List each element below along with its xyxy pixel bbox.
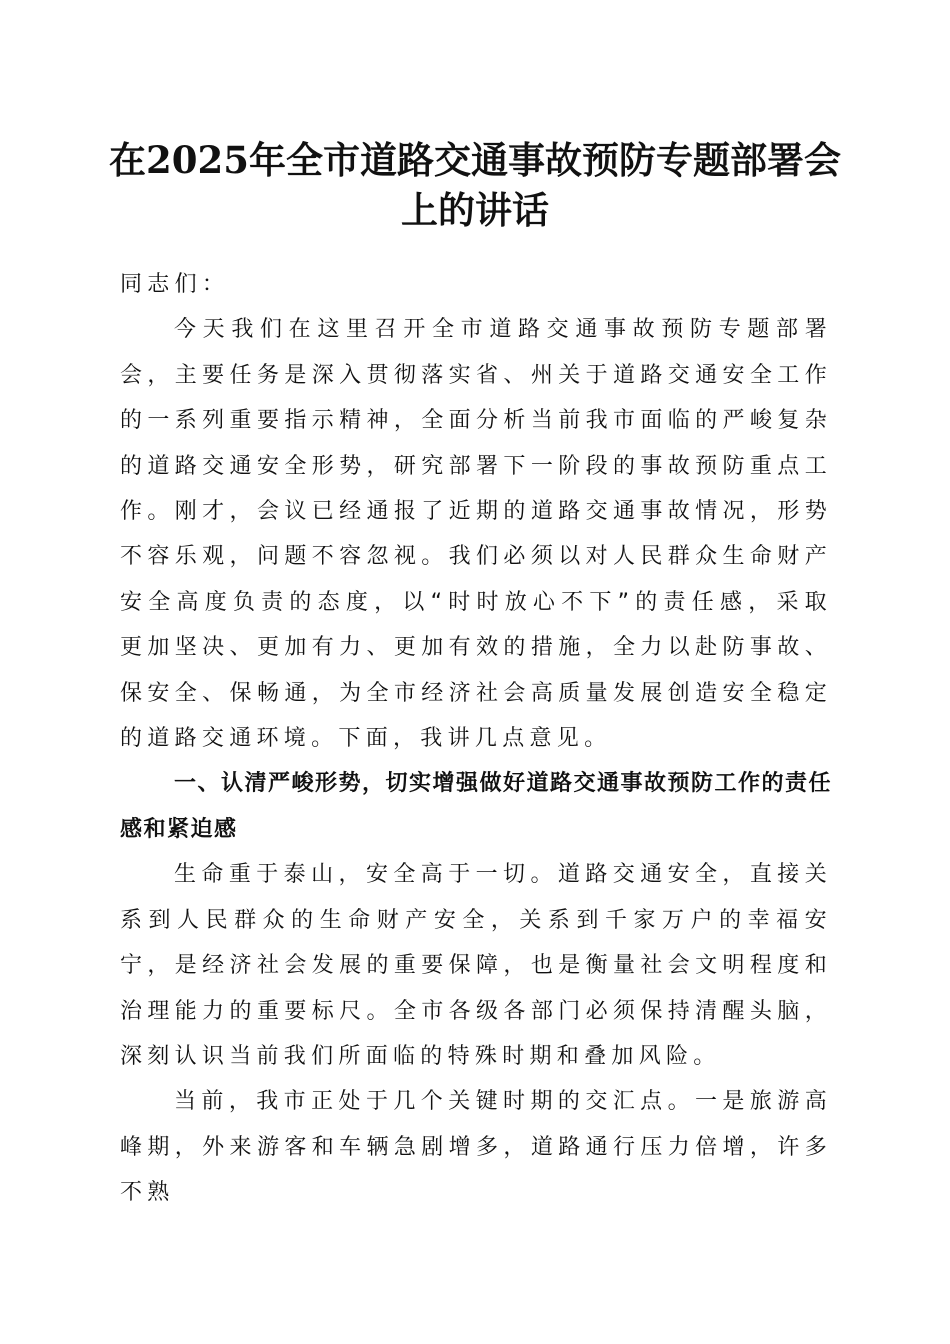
body-paragraph: 当前，我市正处于几个关键时期的交汇点。一是旅游高峰期，外来游客和车辆急剧增多，道路通行压力倍增，许多不熟 [120,1089,832,1206]
document-body [120,262,832,1216]
body-paragraph: 生命重于泰山，安全高于一切。道路交通安全，直接关系到人民群众的生命财产安全，关系到千家万户的幸福安宁，是经济社会发展的重要保障，也是衡量社会文明程度和治理能力的重要标尺。全市各级各部门必须保持清醒头脑，深刻认识当前我们所面临的特殊时期和叠加风险。 [120,862,832,1069]
salutation: 同志们： [120,272,230,297]
section-heading: 一、认清严峻形势，切实增强做好道路交通事故预防工作的责任感和紧迫感 [120,771,833,842]
document-title: 在2025年全市道路交通事故预防专题部署会上的讲话 [109,138,841,232]
intro-paragraph: 今天我们在这里召开全市道路交通事故预防专题部署会，主要任务是深入贯彻落实省、州关于道路交通安全工作的一系列重要指示精神，全面分析当前我市面临的严峻复杂的道路交通安全形势，研究部署下一阶段的事故预防重点工作。刚才，会议已经通报了近期的道路交通事故情况，形势不容乐观，问题不容忽视。我们必须以对人民群众生命财产安全高度负责的态度，以“时时放心不下”的责任感，采取更加坚决、更加有力、更加有效的措施，全力以赴防事故、保安全、保畅通，为全市经济社会高质量发展创造安全稳定的道路交通环境。下面，我讲几点意见。 [120,317,832,752]
